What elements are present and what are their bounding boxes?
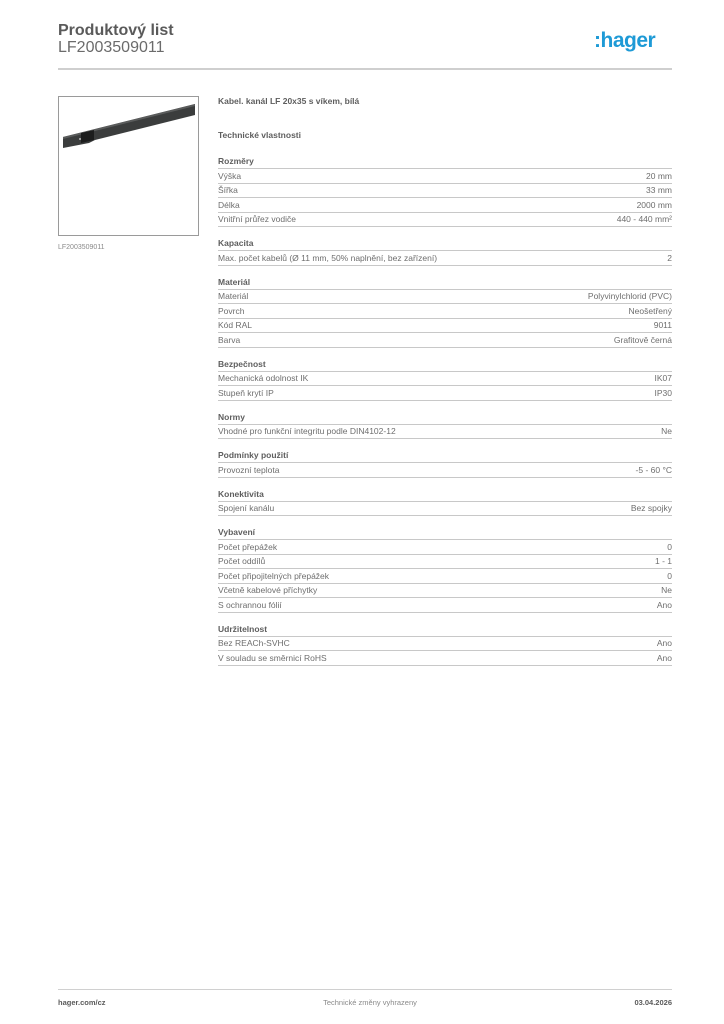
spec-row <box>218 502 672 517</box>
spec-group <box>218 276 672 348</box>
spec-label: Povrch <box>218 305 245 316</box>
spec-value: 9011 <box>653 320 672 330</box>
spec-label: Provozní teplota <box>218 464 280 475</box>
spec-label: Včetně kabelové příchytky <box>218 585 318 595</box>
spec-label: Počet oddílů <box>218 556 266 566</box>
spec-row <box>218 290 672 305</box>
spec-label: Bez REACh-SVHC <box>218 638 290 648</box>
spec-value: Ne <box>661 585 672 595</box>
spec-value: 2 <box>667 252 672 263</box>
spec-group <box>218 411 672 440</box>
spec-group <box>218 449 672 478</box>
spec-value: Ano <box>656 638 672 648</box>
spec-row <box>218 251 672 266</box>
spec-value: 1 - 1 <box>654 556 672 566</box>
spec-row <box>218 372 672 387</box>
spec-row <box>218 569 672 584</box>
spec-content <box>218 95 672 676</box>
spec-value: IP30 <box>654 387 672 398</box>
spec-group-title: Konektivita <box>218 488 672 502</box>
spec-row <box>218 651 672 666</box>
spec-value: 2000 mm <box>636 199 672 210</box>
spec-label: Vhodné pro funkční integritu podle DIN4102-12 <box>218 426 396 436</box>
spec-value: Polyvinylchlorid (PVC) <box>587 291 672 301</box>
spec-row <box>218 304 672 319</box>
spec-group <box>218 358 672 401</box>
spec-row <box>218 213 672 228</box>
spec-row <box>218 198 672 213</box>
spec-groups <box>218 155 672 666</box>
product-image-frame <box>58 96 199 236</box>
spec-label: Spojení kanálu <box>218 503 275 513</box>
spec-value: Grafitově černá <box>613 334 672 345</box>
spec-group-title: Vybavení <box>218 526 672 540</box>
spec-group <box>218 237 672 266</box>
spec-row <box>218 169 672 184</box>
spec-group-title: Kapacita <box>218 237 672 251</box>
spec-group <box>218 623 672 666</box>
spec-value: 440 - 440 mm² <box>616 214 672 224</box>
spec-label: Mechanická odolnost IK <box>218 373 309 383</box>
spec-row <box>218 598 672 613</box>
spec-value: 0 <box>667 570 672 581</box>
spec-row <box>218 333 672 348</box>
spec-group <box>218 526 672 613</box>
cable-duct-product-image <box>59 97 198 235</box>
spec-label: Vnitřní průřez vodiče <box>218 214 296 224</box>
spec-row <box>218 540 672 555</box>
spec-value: Ano <box>656 652 672 663</box>
spec-value: IK07 <box>654 373 672 383</box>
spec-label: Výška <box>218 170 242 181</box>
spec-row <box>218 425 672 440</box>
spec-group <box>218 488 672 517</box>
footer-website-link[interactable]: hager.com/cz <box>58 998 106 1007</box>
spec-group-title: Podmínky použití <box>218 449 672 463</box>
spec-value: Ano <box>656 599 672 610</box>
spec-group-title: Normy <box>218 411 672 425</box>
spec-group-title: Bezpečnost <box>218 358 672 372</box>
spec-value: 33 mm <box>646 185 672 195</box>
header-divider <box>58 68 672 70</box>
spec-label: Materiál <box>218 291 249 301</box>
spec-label: Šířka <box>218 185 238 195</box>
spec-value: 0 <box>667 541 672 552</box>
spec-value: Ne <box>661 426 672 436</box>
spec-value: Bez spojky <box>630 503 672 513</box>
spec-label: Počet přepážek <box>218 541 278 552</box>
spec-group-title: Rozměry <box>218 155 672 169</box>
spec-value: Neošetřený <box>628 305 672 316</box>
footer-divider <box>58 989 672 990</box>
product-code: LF2003509011 <box>58 39 165 56</box>
footer-notice: Technické změny vyhrazeny <box>323 998 417 1007</box>
spec-row <box>218 319 672 334</box>
spec-row <box>218 555 672 570</box>
spec-row <box>218 637 672 652</box>
spec-row <box>218 386 672 401</box>
hager-logo: :hager <box>594 29 656 52</box>
spec-group-title: Udržitelnost <box>218 623 672 637</box>
spec-label: Stupeň krytí IP <box>218 387 274 398</box>
spec-value: 20 mm <box>646 170 672 181</box>
spec-label: Počet připojitelných přepážek <box>218 570 330 581</box>
section-title: Technické vlastnosti <box>218 130 301 140</box>
spec-group-title: Materiál <box>218 276 672 290</box>
page-footer <box>58 998 672 1007</box>
page-title: Produktový list <box>58 22 174 39</box>
spec-row <box>218 584 672 599</box>
spec-label: Délka <box>218 199 240 210</box>
product-name: Kabel. kanál LF 20x35 s víkem, bílá <box>218 96 360 106</box>
spec-value: -5 - 60 °C <box>635 464 672 475</box>
image-caption: LF2003509011 <box>58 244 105 251</box>
spec-label: S ochrannou fólií <box>218 599 282 610</box>
spec-row <box>218 463 672 478</box>
spec-label: Kód RAL <box>218 320 253 330</box>
spec-group <box>218 155 672 227</box>
footer-date: 03.04.2026 <box>634 998 672 1007</box>
spec-label: Barva <box>218 334 241 345</box>
spec-row <box>218 184 672 199</box>
spec-label: V souladu se směrnicí RoHS <box>218 652 327 663</box>
spec-label: Max. počet kabelů (Ø 11 mm, 50% naplnění, bez zařízení) <box>218 252 438 263</box>
